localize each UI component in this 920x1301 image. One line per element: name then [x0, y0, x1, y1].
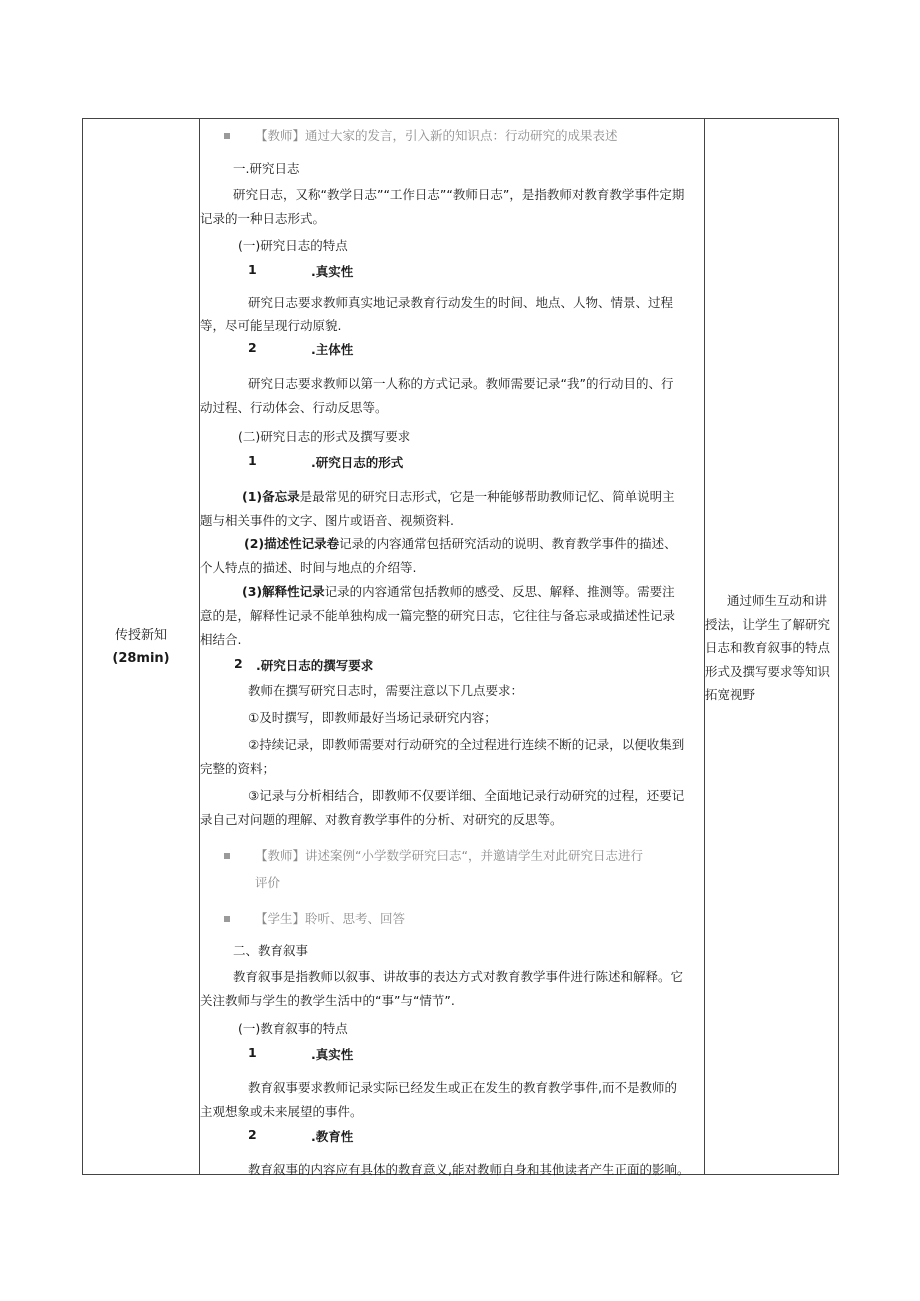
paragraph-line: 完整的资料； [200, 761, 276, 776]
paragraph-line [242, 582, 675, 600]
bullet-icon [224, 916, 230, 922]
section-heading: 二、教育叙事 [233, 943, 309, 958]
item-number: 2 [248, 1127, 257, 1142]
paragraph-line: 个人特点的描述、时间与地点的介绍等. [200, 560, 417, 575]
paragraph-line: 教育叙事是指教师以叙事、讲故事的表达方式对教育教学事件进行陈述和解释。它 [233, 969, 684, 984]
stage-duration: (28min) [112, 651, 170, 666]
purpose-cell [705, 589, 839, 707]
item-number: 1 [248, 1045, 257, 1060]
paragraph-line: ②持续记录，即教师需要对行动研究的全过程进行连续不断的记录，以便收集到 [248, 737, 685, 752]
item-title: .真实性 [311, 264, 354, 279]
teacher-note: 评价 [255, 875, 281, 890]
paragraph-line: ③记录与分析相结合，即教师不仅要详细、全面地记录行动研究的过程，还要记 [248, 788, 685, 803]
paragraph-line: 主观想象或未来展望的事件。 [200, 1104, 363, 1119]
section-heading: 一.研究日志 [233, 161, 300, 176]
paragraph-line: 动过程、行动体会、行动反思等。 [200, 400, 388, 415]
paragraph-line: 研究日志要求教师真实地记录教育行动发生的时间、地点、人物、情景、过程 [248, 295, 674, 310]
item-title: .真实性 [311, 1047, 354, 1062]
purpose-text: 通过师生互动和讲授法，让学生了解研究日志和教育叙事的特点形式及撰写要求等知识拓宽视野 [705, 593, 831, 702]
term-label: (3)解释性记录 [242, 584, 325, 599]
paragraph-line: 相结合. [200, 632, 242, 647]
teacher-note: 【教师】讲述案例“小学数学研究曰志“，并邀请学生对此研究日志进行 [255, 848, 643, 863]
paragraph-line: 意的是，解释性记录不能单独构成一篇完整的研究日志，它往往与备忘录或描述性记录 [200, 608, 676, 623]
term-text: 是最常见的研究日志形式，它是一种能够帮助教师记忆、简单说明主 [299, 489, 675, 504]
paragraph-line: ①及时撰写，即教师最好当场记录研究内容； [248, 710, 497, 725]
item-title: .研究日志的撰写要求 [256, 658, 374, 673]
item-title: .研究日志的形式 [311, 455, 404, 470]
term-text: 记录的内容通常包括教师的感受、反思、解释、推测等。需要注 [324, 584, 675, 599]
subsection-heading: (一)研究日志的特点 [238, 238, 348, 253]
term-text: 记录的内容通常包括研究活动的说明、教育教学事件的描述、 [339, 536, 677, 551]
item-number: 2 [234, 656, 243, 671]
paragraph-line: 关注教师与学生的教学生活中的“事”与“情节”. [200, 993, 455, 1008]
term-label: (2)描述性记录卷 [244, 536, 340, 551]
paragraph-line: 研究日志要求教师以第一人称的方式记录。教师需要记录“我”的行动目的、行 [248, 376, 674, 391]
subsection-heading: (二)研究日志的形式及撰写要求 [238, 429, 411, 444]
item-title: .教育性 [311, 1129, 354, 1144]
bullet-icon [224, 853, 230, 859]
bullet-icon [224, 133, 230, 139]
paragraph-line: 等，尽可能呈现行动原貌. [200, 318, 342, 333]
paragraph-line: 教育叙事要求教师记录实际已经发生或正在发生的教育教学事件,而不是教师的 [248, 1080, 677, 1095]
item-number: 2 [248, 340, 257, 355]
stage-cell [83, 624, 199, 670]
paragraph-line: 教育叙事的内容应有具体的教育意义,能对教师自身和其他读者产生正面的影响。 [248, 1162, 690, 1177]
teacher-note: 【教师】通过大家的发言，引入新的知识点：行动研究的成果表述 [255, 128, 618, 143]
item-number: 1 [248, 262, 257, 277]
lesson-table [82, 118, 839, 1175]
item-number: 1 [248, 453, 257, 468]
paragraph-line [244, 534, 677, 552]
student-note: 【学生】聆听、思考、回答 [255, 911, 406, 926]
paragraph-line: 教师在撰写研究日志时，需要注意以下几点要求： [248, 683, 524, 698]
paragraph-line [242, 487, 675, 505]
paragraph-line: 研究日志，又称“教学日志”“工作日志”“教师日志”，是指教师对教育教学事件定期 [233, 187, 685, 202]
paragraph-line: 题与相关事件的文字、图片或语音、视频资料. [200, 513, 454, 528]
paragraph-line: 录自己对问题的理解、对教育教学事件的分析、对研究的反思等。 [200, 812, 563, 827]
term-label: (1)备忘录 [242, 489, 300, 504]
item-title: .主体性 [311, 342, 354, 357]
subsection-heading: (一)教育叙事的特点 [238, 1021, 348, 1036]
paragraph-line: 记录的一种日志形式。 [200, 211, 326, 226]
stage-title: 传授新知 [114, 628, 167, 643]
